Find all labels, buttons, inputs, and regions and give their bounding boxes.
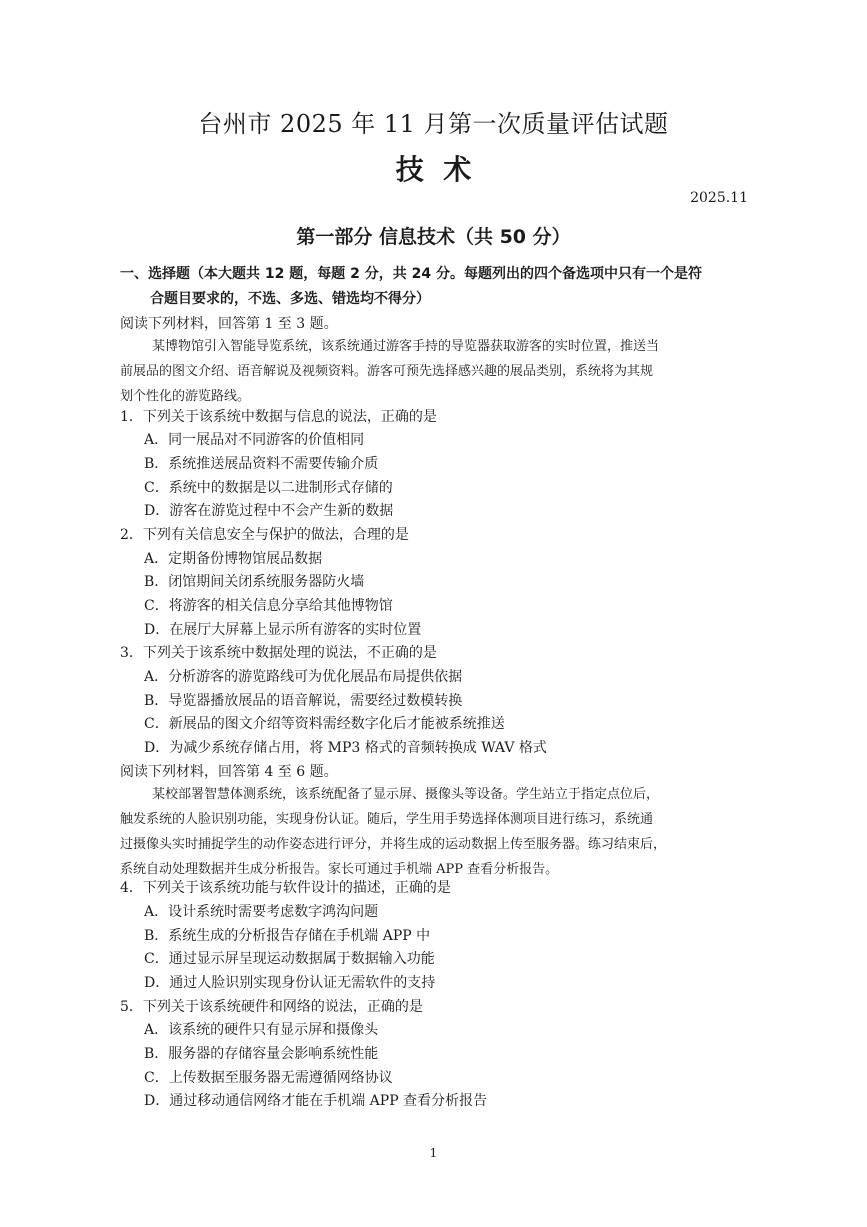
part-heading: 第一部分 信息技术（共 50 分） [296,226,571,248]
material1-intro: 阅读下列材料，回答第 1 至 3 题。 [120,316,338,332]
question-3-option-a: A．分析游客的游览路线可为优化展品布局提供依据 [144,669,463,685]
question-1-option-d: D．游客在游览过程中不会产生新的数据 [144,503,394,519]
material2-line: 某校部署智慧体测系统，该系统配备了显示屏、摄像头等设备。学生站立于指定点位后， [152,787,660,802]
question-1-option-a: A．同一展品对不同游客的价值相同 [144,432,365,448]
question-2-option-a: A．定期备份博物馆展品数据 [144,551,323,567]
question-1-option-c: C．系统中的数据是以二进制形式存储的 [144,480,393,496]
question-2-stem: 2．下列有关信息安全与保护的做法，合理的是 [120,527,409,543]
question-5-option-b: B．服务器的存储容量会影响系统性能 [144,1046,379,1062]
question-3-option-c: C．新展品的图文介绍等资料需经数字化后才能被系统推送 [144,716,505,732]
question-5-option-d: D．通过移动通信网络才能在手机端 APP 查看分析报告 [144,1093,488,1109]
page-number: 1 [429,1146,438,1160]
question-4-option-d: D．通过人脸识别实现身份认证无需软件的支持 [144,975,436,991]
material1-paragraph [120,334,755,409]
material2-line: 系统自动处理数据并生成分析报告。家长可通过手机端 APP 查看分析报告。 [120,862,559,877]
material2-line: 触发系统的人脸识别功能，实现身份认证。随后，学生用手势选择体测项目进行练习，系统通 [120,812,654,827]
section-heading [120,262,760,312]
section-heading-line1: 一、选择题（本大题共 12 题，每题 2 分，共 24 分。每题列出的四个备选项中只有一个是符 [120,266,702,282]
material1-line: 某博物馆引入智能导览系统，该系统通过游客手持的导览器获取游客的实时位置，推送当 [152,339,660,354]
question-2-option-b: B．闭馆期间关闭系统服务器防火墙 [144,574,365,590]
question-4-option-c: C．通过显示屏呈现运动数据属于数据输入功能 [144,951,435,967]
material2-paragraph [120,782,755,882]
material1-line: 划个性化的游览路线。 [120,389,251,404]
question-5-stem: 5．下列关于该系统硬件和网络的说法，正确的是 [120,999,423,1015]
material1-line: 前展品的图文介绍、语音解说及视频资料。游客可预先选择感兴趣的展品类别，系统将为其规 [120,364,654,379]
material2-line: 过摄像头实时捕捉学生的动作姿态进行评分，并将生成的运动数据上传至服务器。练习结束后， [120,837,667,852]
question-5-option-c: C．上传数据至服务器无需遵循网络协议 [144,1070,393,1086]
exam-date: 2025.11 [690,190,748,206]
question-1-stem: 1．下列关于该系统中数据与信息的说法，正确的是 [120,409,437,425]
question-1-option-b: B．系统推送展品资料不需要传输介质 [144,456,379,472]
question-4-option-b: B．系统生成的分析报告存储在手机端 APP 中 [144,928,431,944]
subject-title: 技 术 [395,153,472,186]
question-4-option-a: A．设计系统时需要考虑数字鸿沟问题 [144,904,379,920]
question-2-option-d: D．在展厅大屏幕上显示所有游客的实时位置 [144,622,422,638]
question-3-option-b: B．导览器播放展品的语音解说，需要经过数模转换 [144,693,463,709]
question-2-option-c: C．将游客的相关信息分享给其他博物馆 [144,598,393,614]
exam-title: 台州市 2025 年 11 月第一次质量评估试题 [198,110,669,138]
material2-intro: 阅读下列材料，回答第 4 至 6 题。 [120,764,338,780]
question-5-option-a: A．该系统的硬件只有显示屏和摄像头 [144,1022,379,1038]
question-3-option-d: D．为减少系统存储占用，将 MP3 格式的音频转换成 WAV 格式 [144,740,547,756]
question-3-stem: 3．下列关于该系统中数据处理的说法，不正确的是 [120,645,437,661]
question-4-stem: 4．下列关于该系统功能与软件设计的描述，正确的是 [120,880,451,896]
section-heading-line2: 合题目要求的，不选、多选、错选均不得分） [150,291,430,307]
